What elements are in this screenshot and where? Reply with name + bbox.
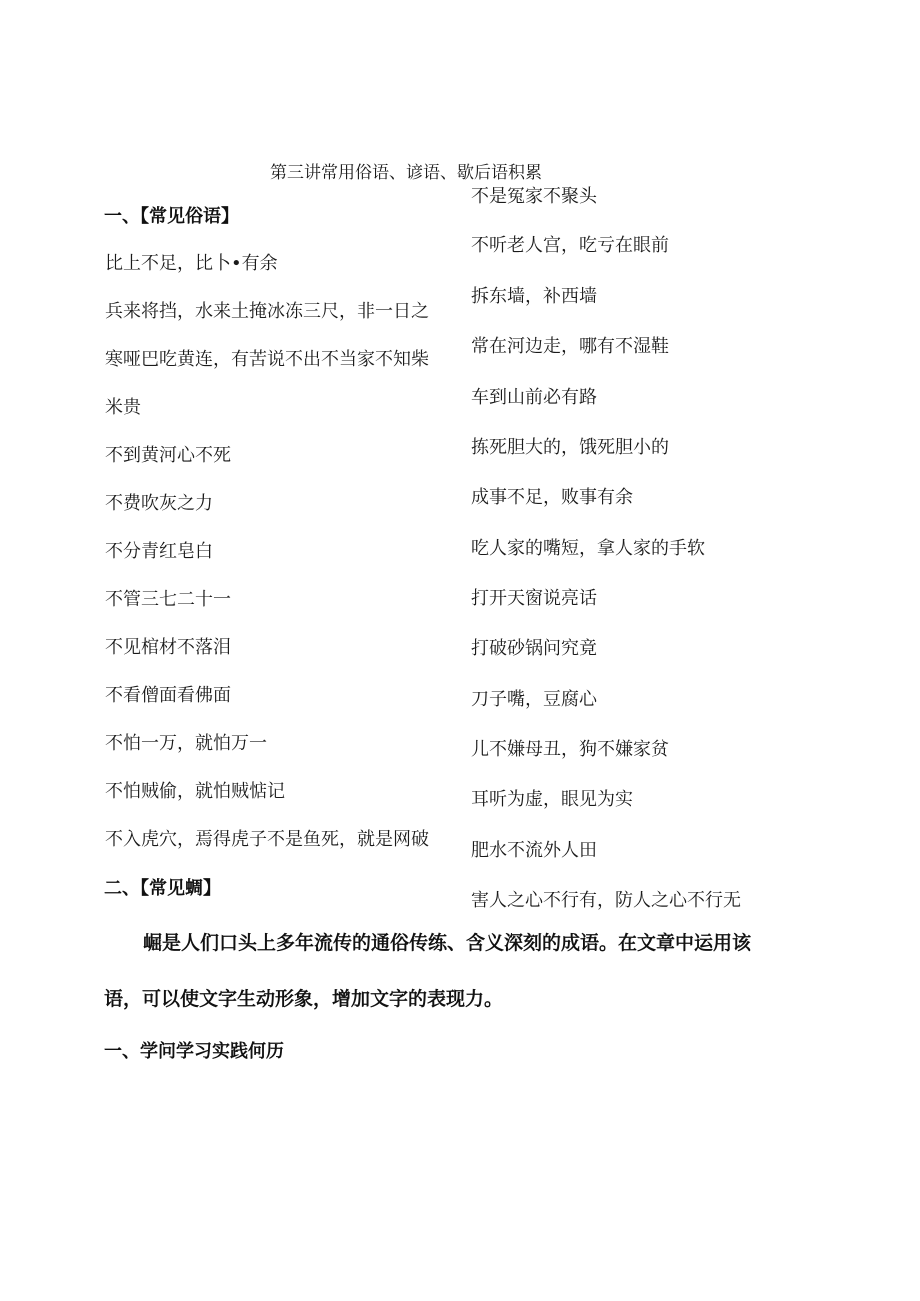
section-heading-common-proverbs: 二、【常见蜩】 xyxy=(104,878,221,899)
saying-line: 不看僧面看佛面 xyxy=(105,685,231,706)
saying-line: 不管三七二十一 xyxy=(105,589,231,610)
saying-line: 拣死胆大的，饿死胆小的 xyxy=(471,437,669,458)
section-heading-common-sayings: 一、【常见俗语】 xyxy=(104,206,239,227)
saying-line: 耳听为虚，眼见为实 xyxy=(471,789,633,810)
saying-line: 肥水不流外人田 xyxy=(471,840,597,861)
saying-line: 打破砂锅问究竟 xyxy=(471,638,597,659)
saying-line: 不分青红皂白 xyxy=(105,541,213,562)
saying-line: 比上不足，比卜•有余 xyxy=(105,253,278,274)
saying-line: 不是冤家不聚头 xyxy=(471,186,597,207)
saying-line: 米贵 xyxy=(105,397,141,418)
saying-line: 拆东墙，补西墙 xyxy=(471,286,597,307)
saying-line: 不费吹灰之力 xyxy=(105,493,213,514)
paragraph-line: 语，可以使文字生动形象，增加文字的表现力。 xyxy=(104,988,504,1010)
saying-line: 不听老人宫，吃亏在眼前 xyxy=(471,235,669,256)
saying-line: 不入虎穴，焉得虎子不是鱼死，就是网破 xyxy=(105,829,429,850)
saying-line: 不到黄河心不死 xyxy=(105,445,231,466)
saying-line: 打开天窗说亮话 xyxy=(471,588,597,609)
page-title: 第三讲常用俗语、谚语、歇后语积累 xyxy=(270,163,542,183)
saying-line: 兵来将挡，水来土掩冰冻三尺，非一日之 xyxy=(105,301,429,322)
saying-line: 儿不嫌母丑，狗不嫌家贫 xyxy=(471,739,669,760)
saying-line: 成事不足，败事有余 xyxy=(471,487,633,508)
saying-line: 车到山前必有路 xyxy=(471,387,597,408)
paragraph-line: 崛是人们口头上多年流传的通俗传练、含义深刻的成语。在文章中运用该 xyxy=(143,932,752,954)
saying-line: 常在河边走，哪有不湿鞋 xyxy=(471,336,669,357)
section-heading-learning: 一、学问学习实践何历 xyxy=(104,1041,284,1062)
saying-line: 害人之心不行有，防人之心不行无 xyxy=(471,890,741,911)
saying-line: 刀子嘴，豆腐心 xyxy=(471,689,597,710)
saying-line: 不见棺材不落泪 xyxy=(105,637,231,658)
saying-line: 寒哑巴吃黄连，有苦说不出不当家不知柴 xyxy=(105,349,429,370)
saying-line: 不怕贼偷，就怕贼惦记 xyxy=(105,781,285,802)
saying-line: 吃人家的嘴短，拿人家的手软 xyxy=(471,538,705,559)
saying-line: 不怕一万，就怕万一 xyxy=(105,733,267,754)
